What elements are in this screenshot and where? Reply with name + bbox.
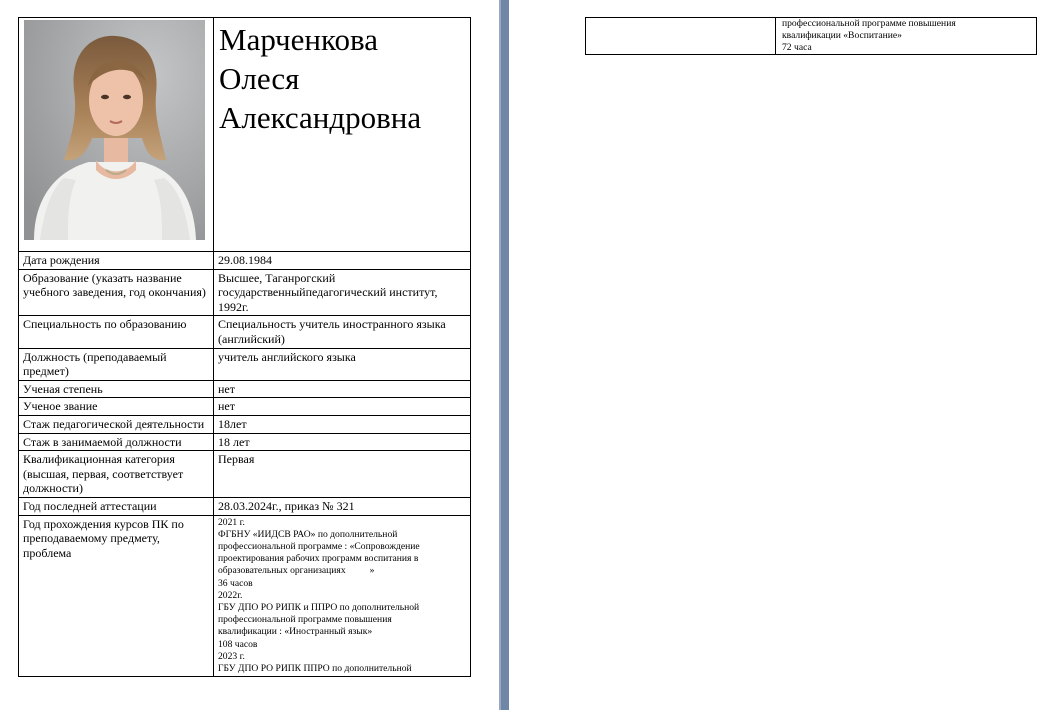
continuation-line: профессиональной программе повышения	[782, 18, 956, 29]
row-value: 18лет	[214, 415, 471, 433]
row-value: нет	[214, 380, 471, 398]
portrait-photo	[24, 20, 205, 240]
course-line: образовательных организациях »	[218, 565, 375, 577]
header-row	[19, 18, 471, 252]
table-row	[19, 316, 471, 348]
page-separator	[500, 0, 509, 710]
courses-row	[19, 515, 471, 677]
row-value: нет	[214, 398, 471, 416]
photo-cell	[19, 18, 214, 252]
course-line: 36 часов	[218, 577, 253, 589]
continuation-cell	[776, 18, 1037, 55]
row-label: Образование (указать название учебного заведения, год окончания)	[19, 269, 214, 316]
row-label: Дата рождения	[19, 252, 214, 270]
course-line: ГБУ ДПО РО РИПК ППРО по дополнительной	[218, 662, 412, 674]
row-label: Должность (преподаваемый предмет)	[19, 348, 214, 380]
surname: Марченкова	[219, 22, 378, 57]
row-label: Стаж педагогической деятельности	[19, 415, 214, 433]
row-label: Стаж в занимаемой должности	[19, 433, 214, 451]
courses-label: Год прохождения курсов ПК по преподаваемому предмету, проблема	[19, 515, 214, 677]
row-label: Ученая степень	[19, 380, 214, 398]
course-line: 2021 г.	[218, 516, 245, 528]
row-value: 28.03.2024г., приказ № 321	[214, 497, 471, 515]
row-label: Ученое звание	[19, 398, 214, 416]
row-value: 18 лет	[214, 433, 471, 451]
table-row	[19, 415, 471, 433]
page-separator-highlight	[499, 0, 501, 710]
continuation-line: квалификации «Воспитание»	[782, 30, 902, 41]
continuation-row	[586, 18, 1037, 55]
course-line: ГБУ ДПО РО РИПК и ППРО по дополнительной	[218, 601, 420, 613]
continuation-line: 72 часа	[782, 42, 812, 53]
course-line: профессиональной программе повышения	[218, 614, 392, 626]
course-line: 108 часов	[218, 638, 258, 650]
course-line: 2022г.	[218, 589, 243, 601]
row-label: Год последней аттестации	[19, 497, 214, 515]
row-label: Квалификационная категория (высшая, первая, соответствует должности)	[19, 451, 214, 498]
row-value: Высшее, Таганрогский государственныйпедагогический институт, 1992г.	[214, 269, 471, 316]
courses-list	[214, 515, 471, 677]
row-value: Специальность учитель иностранного языка (английский)	[214, 316, 471, 348]
continuation-table	[585, 17, 1037, 55]
row-value: 29.08.1984	[214, 252, 471, 270]
course-line: проектирования рабочих программ воспитания в	[218, 553, 419, 565]
table-row	[19, 451, 471, 498]
table-row	[19, 380, 471, 398]
course-line: ФГБНУ «ИИДСВ РАО» по дополнительной	[218, 528, 398, 540]
course-line: квалификации : «Иностранный язык»	[218, 626, 373, 638]
table-row	[19, 433, 471, 451]
patronymic: Александровна	[219, 100, 422, 135]
course-line: 2023 г.	[218, 650, 245, 662]
table-row	[19, 252, 471, 270]
continuation-empty-cell	[586, 18, 776, 55]
portrait-image	[24, 20, 205, 240]
full-name	[214, 18, 471, 252]
table-row	[19, 348, 471, 380]
profile-table	[18, 17, 471, 677]
table-row	[19, 497, 471, 515]
course-line: профессиональной программе : «Сопровождение	[218, 540, 420, 552]
row-value: учитель английского языка	[214, 348, 471, 380]
table-row	[19, 398, 471, 416]
table-row	[19, 269, 471, 316]
document-page-right	[511, 0, 1050, 710]
row-label: Специальность по образованию	[19, 316, 214, 348]
row-value: Первая	[214, 451, 471, 498]
first-name: Олеся	[219, 61, 300, 96]
